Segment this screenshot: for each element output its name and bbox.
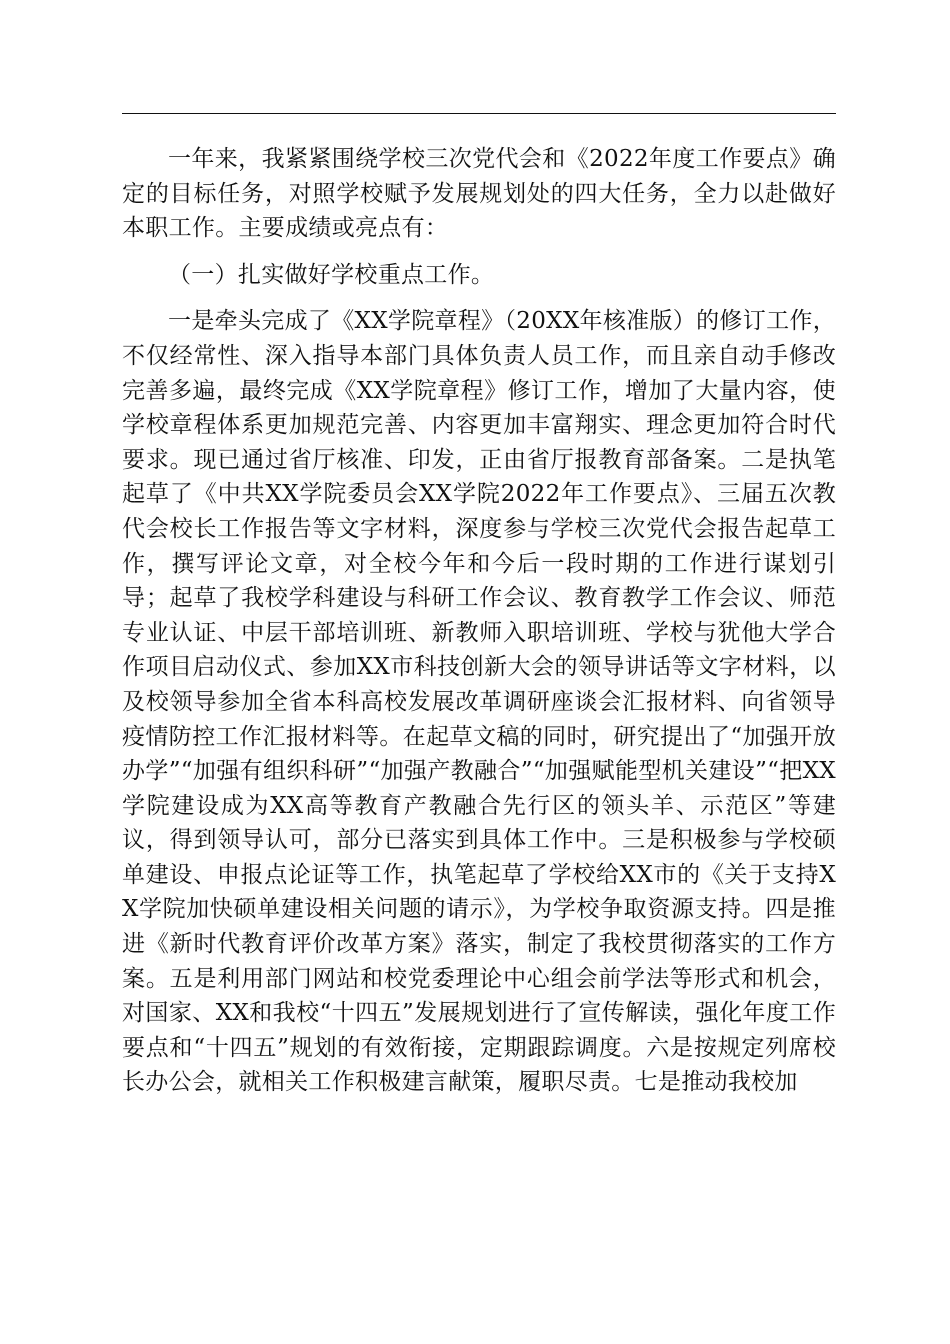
work-summary-paragraph: 一是牵头完成了《XX学院章程》（20XX年核准版）的修订工作，不仅经常性、深入指导本部门具体负责人员工作，而且亲自动手修改完善多遍，最终完成《XX学院章程》修订工作，增加了大量内容，使学校章程体系更加规范完善、内容更加丰富翔实、理念更加符合时代要求。现已通过省厅核准、印发，正由省厅报教育部备案。二是执笔起草了《中共XX学院委员会XX学院2022年工作要点》、三届五次教代会校长工作报告等文字材料，深度参与学校三次党代会报告起草工作，撰写评论文章，对全校今年和今后一段时期的工作进行谋划引导；起草了我校学科建设与科研工作会议、教育教学工作会议、师范专业认证、中层干部培训班、新教师入职培训班、学校与犹他大学合作项目启动仪式、参加XX市科技创新大会的领导讲话等文字材料，以及校领导参加全省本科高校发展改革调研座谈会汇报材料、向省领导疫情防控工作汇报材料等。在起草文稿的同时，研究提出了“加强开放办学”“加强有组织科研”“加强产教融合”“加强赋能型机关建设”“把XX学院建设成为XX高等教育产教融合先行区的领头羊、示范区”等建议，得到领导认可，部分已落实到具体工作中。三是积极参与学校硕单建设、申报点论证等工作，执笔起草了学校给XX市的《关于支持XX学院加快硕单建设相关问题的请示》，为学校争取资源支持。四是推进《新时代教育评价改革方案》落实，制定了我校贯彻落实的工作方案。五是利用部门网站和校党委理论中心组会前学法等形式和机会，对国家、XX和我校“十四五”发展规划进行了宣传解读，强化年度工作要点和“十四五”规划的有效衔接，定期跟踪调度。六是按规定列席校长办公会，就相关工作积极建言献策，履职尽责。七是推动我校加 <box>122 308 836 1096</box>
section-heading: （一）扎实做好学校重点工作。 <box>168 261 495 288</box>
header-rule <box>122 113 836 114</box>
document-body <box>122 142 836 1100</box>
intro-paragraph: 一年来，我紧紧围绕学校三次党代会和《2022年度工作要点》确定的目标任务，对照学校赋予发展规划处的四大任务，全力以赴做好本职工作。主要成绩或亮点有： <box>122 146 836 242</box>
